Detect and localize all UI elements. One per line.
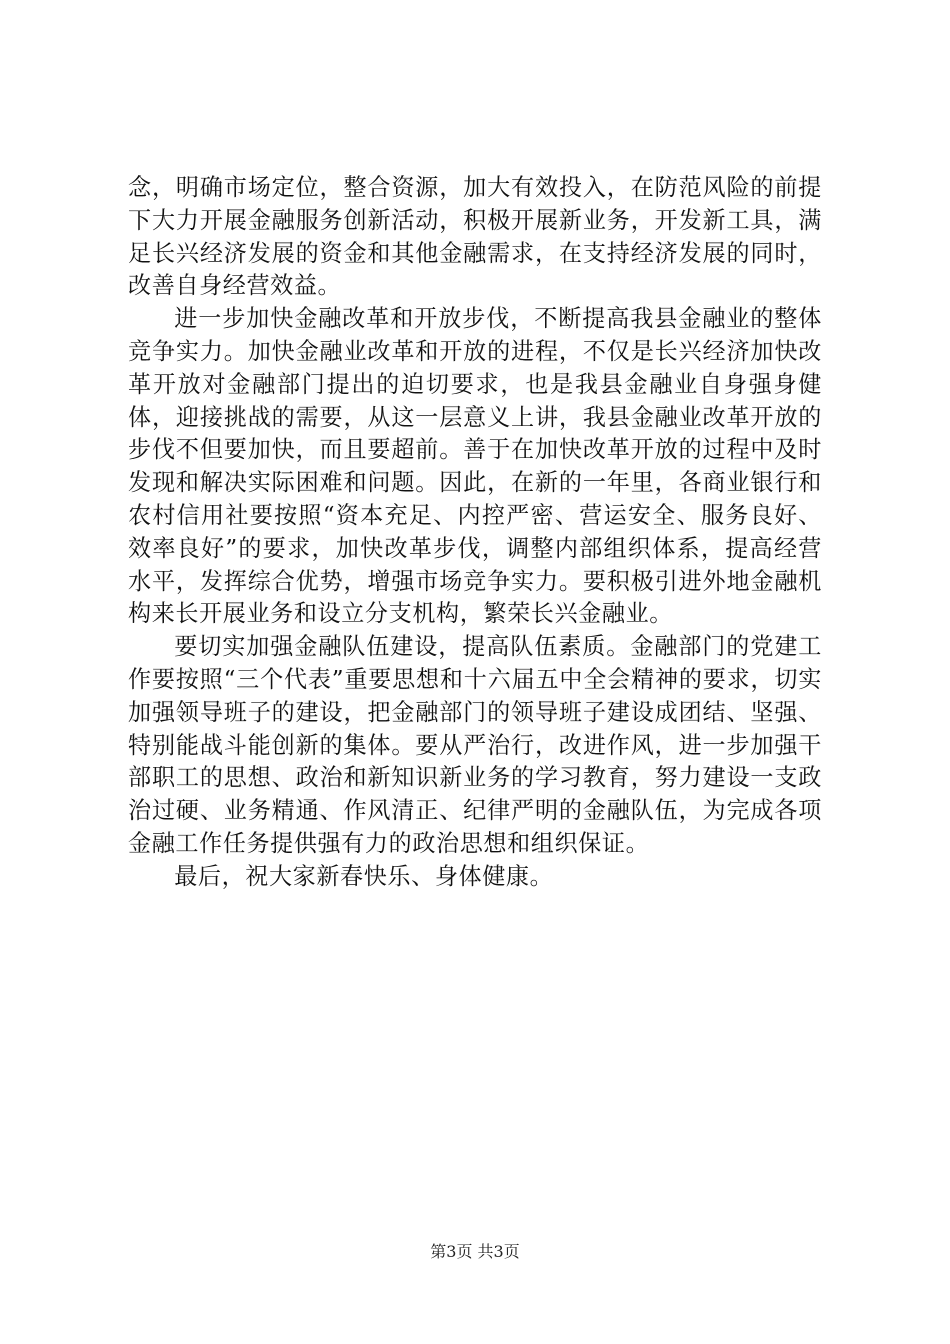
page-footer [0,1242,950,1262]
paragraph-3: 要切实加强金融队伍建设，提高队伍素质。金融部门的党建工作要按照“三个代表”重要思想和十六届五中全会精神的要求，切实加强领导班子的建设，把金融部门的领导班子建设成团结、坚强、特别能战斗能创新的集体。要从严治行，改进作风，进一步加强干部职工的思想、政治和新知识新业务的学习教育，努力建设一支政治过硬、业务精通、作风清正、纪律严明的金融队伍，为完成各项金融工作任务提供强有力的政治思想和组织保证。 [128,634,822,857]
paragraph-1: 念，明确市场定位，整合资源，加大有效投入，在防范风险的前提下大力开展金融服务创新活动，积极开展新业务，开发新工具，满足长兴经济发展的资金和其他金融需求，在支持经济发展的同时，改善自身经营效益。 [128,175,822,300]
paragraph-2: 进一步加快金融改革和开放步伐，不断提高我县金融业的整体竞争实力。加快金融业改革和开放的进程，不仅是长兴经济加快改革开放对金融部门提出的迫切要求，也是我县金融业自身强身健体，迎接挑战的需要，从这一层意义上讲，我县金融业改革开放的步伐不但要加快，而且要超前。善于在加快改革开放的过程中及时发现和解决实际困难和问题。因此，在新的一年里，各商业银行和农村信用社要按照“资本充足、内控严密、营运安全、服务良好、效率良好”的要求，加快改革步伐，调整内部组织体系，提高经营水平，发挥综合优势，增强市场竞争实力。要积极引进外地金融机构来长开展业务和设立分支机构，繁荣长兴金融业。 [128,306,822,628]
document-body [128,172,822,894]
paragraph-4: 最后，祝大家新春快乐、身体健康。 [174,863,554,890]
page-number-label: 第3页 共3页 [430,1242,520,1261]
